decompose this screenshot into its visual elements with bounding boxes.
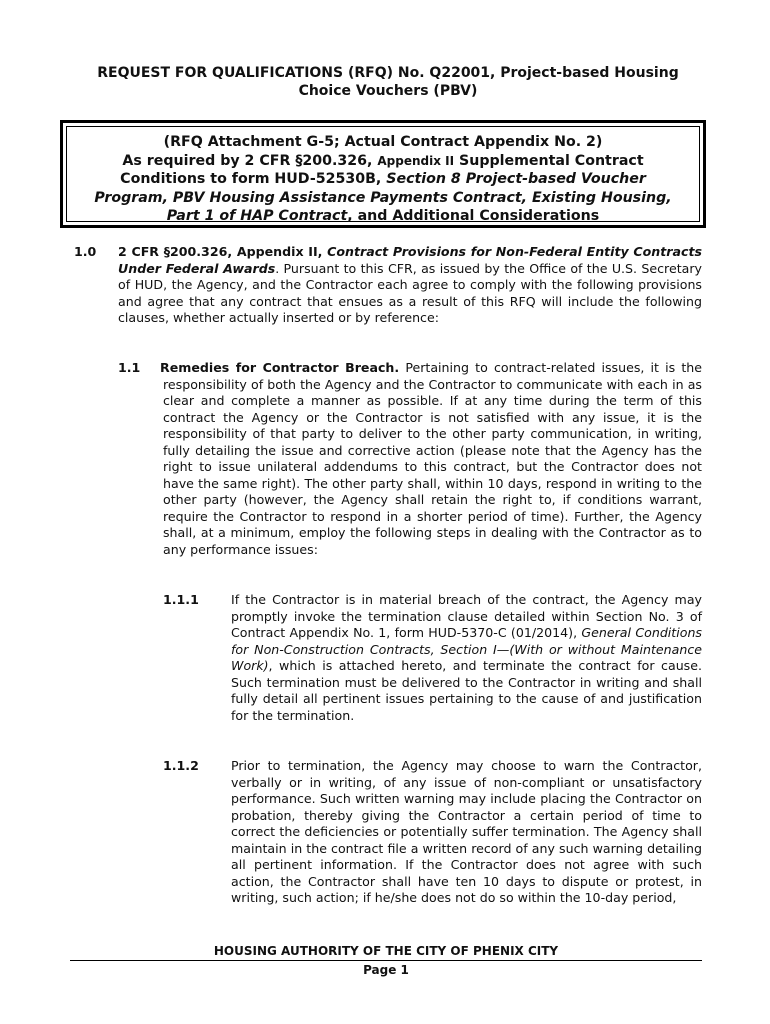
footer-organization: HOUSING AUTHORITY OF THE CITY OF PHENIX CITY — [213, 944, 559, 958]
section-1-paragraph: 2 CFR §200.326, Appendix II, Contract Provisions for Non-Federal Entity Contracts Under Federal Awards. Pursuant to this CFR, as issued by the Office of the U.S. Secretary of HUD, the Agency, and the Contractor each agree to comply with the following provisions and agree that any contract that ensues as a result of this RFQ will include the following clauses, whether actually inserted or by reference: — [118, 244, 702, 325]
box-line-2: As required by 2 CFR §200.326, Appendix II Supplemental Contract — [122, 152, 644, 169]
box-line-4: Program, PBV Housing Assistance Payments Contract, Existing Housing, — [94, 189, 672, 206]
subsection-number: 1.1 — [118, 360, 141, 375]
section-1-1-1-paragraph: If the Contractor is in material breach of the contract, the Agency may promptly invoke the termination clause detailed within Section No. 3 of Contract Appendix No. 1, form HUD-5370-C (01/2014), General Conditions for Non-Construction Contracts, Section I—(With or without Maintenance Work), which is attached hereto, and terminate the contract for cause. Such termination must be delivered to the Contractor in writing and shall fully detail all pertinent issues pertaining to the cause of and justification for the termination. — [231, 592, 702, 723]
section-1-1-2-paragraph: Prior to termination, the Agency may choose to warn the Contractor, verbally or in writing, of any issue of non-compliant or unsatisfactory performance. Such written warning may include placing the Contractor on probation, thereby giving the Contractor a certain period of time to correct the deficiencies or potentially suffer termination. The Agency shall maintain in the contract file a written record of any such warning detailing all pertinent information. If the Contractor does not agree with such action, the Contractor shall have ten 10 days to dispute or protest, in writing, such action; if he/she does not do so within the 10-day period, — [231, 758, 702, 905]
page-number: Page 1 — [363, 963, 409, 977]
document-title — [70, 64, 706, 100]
section-number: 1.0 — [74, 244, 97, 259]
title-line-1: REQUEST FOR QUALIFICATIONS (RFQ) No. Q22001, Project-based Housing — [97, 65, 679, 81]
section-1-1-paragraph: Remedies for Contractor Breach. Pertaining to contract-related issues, it is the responsibility of both the Agency and the Contractor to communicate with each in as clear and complete a manner as possible. If at any time during the term of this contract the Agency or the Contractor is not satisfied with any issue, it is the responsibility of that party to deliver to the other party communication, in writing, fully detailing the issue and corrective action (please note that the Agency has the right to issue unilateral addendums to this contract, but the Contractor does not have the same right). The other party shall, within 10 days, respond in writing to the other party (however, the Agency shall retain the right to, if conditions warrant, require the Contractor to respond in a shorter period of time). Further, the Agency shall, at a minimum, employ the following steps in dealing with the Contractor as to any performance issues: — [160, 360, 702, 557]
footer-rule — [70, 960, 702, 961]
attachment-box — [60, 120, 706, 228]
item-number: 1.1.1 — [163, 592, 199, 607]
page-footer — [70, 944, 702, 978]
box-line-3: Conditions to form HUD-52530B, Section 8 Project-based Voucher — [120, 171, 646, 187]
attachment-box-inner — [66, 126, 700, 222]
box-line-1: (RFQ Attachment G-5; Actual Contract Appendix No. 2) — [163, 134, 603, 150]
section-1 — [74, 244, 706, 924]
title-line-2: Choice Vouchers (PBV) — [298, 83, 478, 99]
item-number: 1.1.2 — [163, 758, 199, 773]
box-line-5: Part 1 of HAP Contract, and Additional Considerations — [166, 208, 600, 224]
